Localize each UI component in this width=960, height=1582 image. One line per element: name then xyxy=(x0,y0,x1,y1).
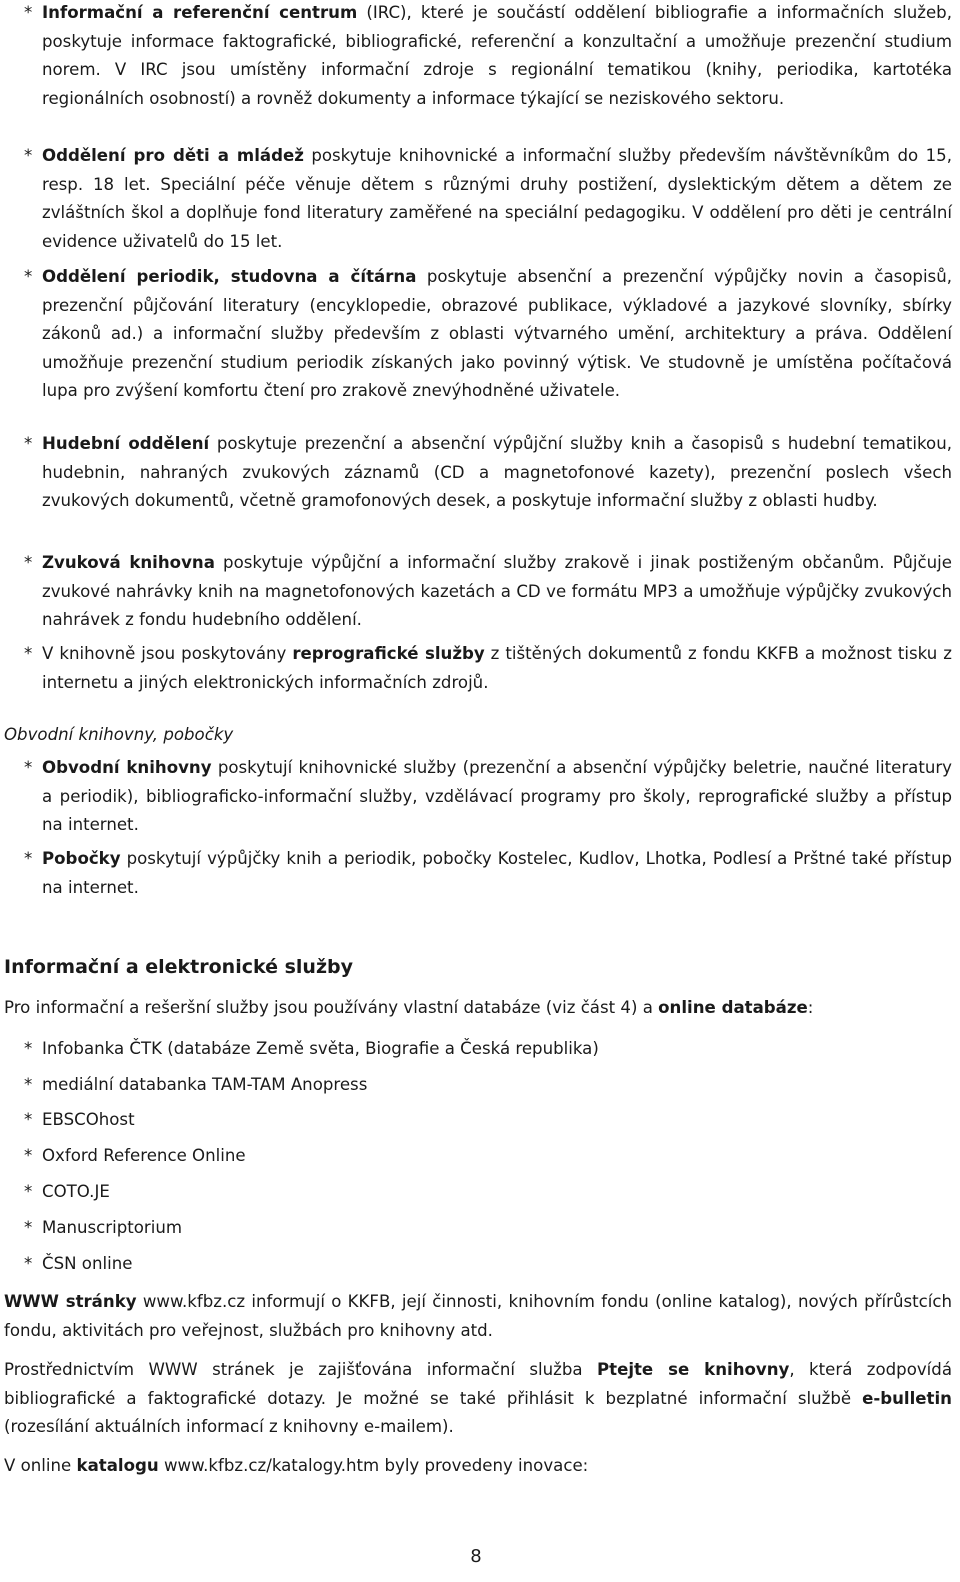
branches-title: Pobočky xyxy=(42,849,121,868)
database-name: ČSN online xyxy=(42,1254,133,1273)
catalog-text-tail: www.kfbz.cz/katalogy.htm byly provedeny inovace: xyxy=(158,1456,589,1475)
bullet-asterisk: * xyxy=(24,434,33,453)
databases-intro xyxy=(4,997,952,1019)
ask-text-tail: (rozesílání aktuálních informací z knihovny e-mailem). xyxy=(4,1417,454,1437)
music-department-title: Hudební oddělení xyxy=(42,434,210,453)
database-item xyxy=(24,1145,924,1167)
www-text: www.kfbz.cz informují o KKFB, její činnosti, knihovním fondu (online katalog), nových přírůstcích fondu, aktivitách pro veřejnost, službách pro knihovny atd. xyxy=(4,1292,953,1340)
bullet-asterisk: * xyxy=(24,3,33,22)
bullet-asterisk: * xyxy=(24,1254,33,1273)
ask-text-mid: , která zodpovídá bibliografické a faktografické dotazy. Je možné se také přihlásit k bezplatné informační službě xyxy=(4,1360,952,1408)
database-name: mediální databanka TAM-TAM Anopress xyxy=(42,1075,368,1094)
ask-library-label: Ptejte se knihovny xyxy=(596,1360,790,1379)
database-item xyxy=(24,1181,924,1203)
bullet-asterisk: * xyxy=(24,849,33,868)
section-heading: Informační a elektronické služby xyxy=(4,956,354,978)
district-libraries-description: poskytují knihovnické služby (prezenční a absenční výpůjčky beletrie, naučné literatury a periodik), bibliograficko-informační služby, vzdělávací programy pro školy, reprografické služby a přístup na internet. xyxy=(42,758,952,835)
bullet-asterisk: * xyxy=(24,1110,33,1129)
ask-library-paragraph xyxy=(4,1356,952,1442)
catalog-paragraph xyxy=(4,1455,952,1477)
bullet-asterisk: * xyxy=(24,644,33,663)
e-bulletin-label: e-bulletin xyxy=(862,1388,952,1408)
bullet-asterisk: * xyxy=(24,758,33,777)
periodicals-title: Oddělení periodik, studovna a čítárna xyxy=(42,267,417,286)
ask-text-lead: Prostřednictvím WWW stránek je zajišťována informační služba xyxy=(4,1360,597,1379)
page-number: 8 xyxy=(470,1546,482,1567)
district-libraries-title: Obvodní knihovny xyxy=(42,758,212,777)
reprographic-lead: V knihovně jsou poskytovány xyxy=(42,644,293,663)
bullet-asterisk: * xyxy=(24,267,33,286)
intro-text: Pro informační a rešeršní služby jsou používány vlastní databáze (viz část 4) a xyxy=(4,998,659,1017)
database-name: Manuscriptorium xyxy=(42,1218,183,1237)
intro-colon: : xyxy=(807,998,814,1017)
audio-library-title: Zvuková knihovna xyxy=(42,553,215,572)
bullet-asterisk: * xyxy=(24,1039,33,1058)
bullet-asterisk: * xyxy=(24,1146,33,1165)
periodicals-description: poskytuje absenční a prezenční výpůjčky novin a časopisů, prezenční půjčování literatury (encyklopedie, obrazové publikace, výkladové a jazykové slovníky, sbírky zákonů ad.) a informační služby především z oblasti výtvarného umění, architektury a práva. Oddělení umožňuje prezenční studium periodik získaných jako povinný výtisk. Ve studovně je umístěna počítačová lupa pro zvýšení komfortu čtení pro zrakově znevýhodněné uživatele. xyxy=(42,267,952,401)
database-item xyxy=(24,1253,924,1275)
list-item-music-department xyxy=(24,430,952,516)
list-item-periodicals xyxy=(24,263,952,406)
list-item-branches xyxy=(24,845,952,902)
list-item-audio-library xyxy=(24,549,952,635)
online-databases-label: online databáze xyxy=(658,998,808,1017)
catalog-label: katalogu xyxy=(76,1456,159,1475)
bullet-asterisk: * xyxy=(24,1075,33,1094)
list-item-children-department xyxy=(24,142,952,256)
database-item xyxy=(24,1109,924,1131)
branches-description: poskytují výpůjčky knih a periodik, pobočky Kostelec, Kudlov, Lhotka, Podlesí a Prštné také přístup na internet. xyxy=(42,849,952,897)
database-item xyxy=(24,1217,924,1239)
database-name: Oxford Reference Online xyxy=(42,1146,246,1165)
database-name: Infobanka ČTK (databáze Země světa, Biografie a Česká republika) xyxy=(42,1039,599,1058)
audio-library-description: poskytuje výpůjční a informační služby zrakově i jinak postiženým občanům. Půjčuje zvukové nahrávky knih na magnetofonových kazetách a CD ve formátu MP3 a umožňuje výpůjčky zvukových nahrávek z fondu hudebního oddělení. xyxy=(42,553,952,630)
music-department-description: poskytuje prezenční a absenční výpůjční služby knih a časopisů s hudební tematikou, hudebnin, nahraných zvukových záznamů (CD a magnetofonové kazety), prezenční poslech všech zvukových dokumentů, včetně gramofonových desek, a poskytuje informační služby z oblasti hudby. xyxy=(42,434,952,511)
reprographic-title: reprografické služby xyxy=(292,644,485,663)
branches-heading: Obvodní knihovny, pobočky xyxy=(4,725,234,744)
bullet-asterisk: * xyxy=(24,146,33,165)
www-label: WWW stránky xyxy=(4,1292,137,1311)
reprographic-description: z tištěných dokumentů z fondu KKFB a možnost tisku z internetu a jiných elektronických informačních zdrojů. xyxy=(42,644,952,692)
irc-title: Informační a referenční centrum xyxy=(42,3,358,22)
bullet-asterisk: * xyxy=(24,553,33,572)
list-item-reprographic xyxy=(24,640,952,697)
bullet-asterisk: * xyxy=(24,1218,33,1237)
database-item xyxy=(24,1074,924,1096)
database-name: COTO.JE xyxy=(42,1182,110,1201)
children-department-title: Oddělení pro děti a mládež xyxy=(42,146,304,165)
children-department-description: poskytuje knihovnické a informační služby především návštěvníkům do 15, resp. 18 let. Speciální péče věnuje dětem s různými druhy postižení, dyslektickým dětem a dětem ze zvláštních škol a doplňuje fond literatury zaměřené na speciální pedagogiku. V oddělení pro děti je centrální evidence uživatelů do 15 let. xyxy=(42,146,953,251)
list-item-district-libraries xyxy=(24,754,952,840)
list-item-irc xyxy=(24,0,952,113)
bullet-asterisk: * xyxy=(24,1182,33,1201)
database-name: EBSCOhost xyxy=(42,1110,135,1129)
www-paragraph xyxy=(4,1288,952,1345)
catalog-text-lead: V online xyxy=(4,1456,77,1475)
database-item xyxy=(24,1038,924,1060)
irc-description: (IRC), které je součástí oddělení bibliografie a informačních služeb, poskytuje informace faktografické, bibliografické, referenční a konzultační a umožňuje prezenční studium norem. V IRC jsou umístěny informační zdroje s regionální tematikou (knihy, periodika, kartotéka regionálních osobností) a rovněž dokumenty a informace týkající se neziskového sektoru. xyxy=(42,3,952,108)
